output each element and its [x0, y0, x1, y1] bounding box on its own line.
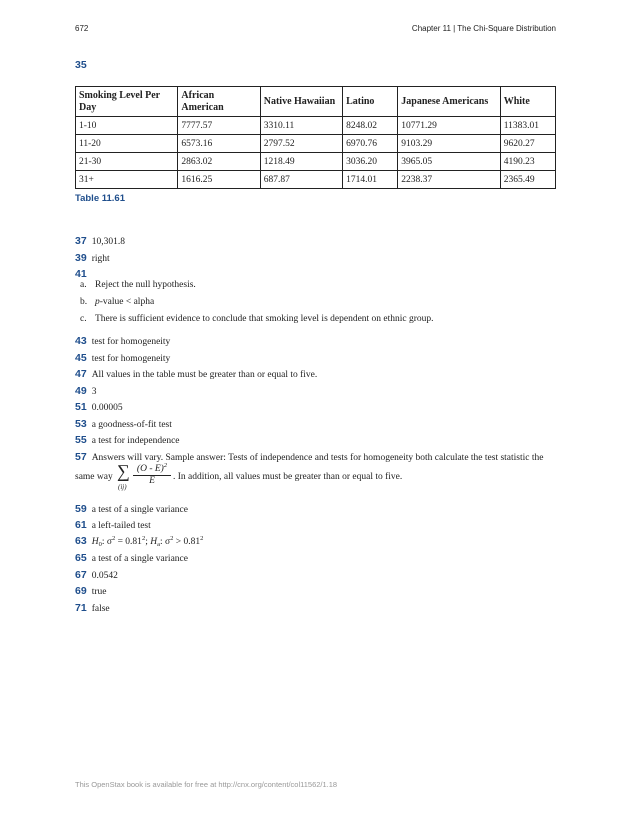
- table-cell: 9103.29: [398, 135, 500, 153]
- answer-43: [75, 335, 170, 347]
- column-header: Smoking Level Per Day: [76, 87, 178, 117]
- answer-67: [75, 569, 118, 581]
- exercise-number: 39: [75, 252, 87, 264]
- smoking-table: [75, 86, 556, 189]
- answer-text: a test for independence: [91, 436, 180, 446]
- table-cell: 11383.01: [500, 117, 555, 135]
- item-label: c.: [80, 314, 87, 324]
- answer-41-a: [80, 280, 196, 290]
- answer-text: same way: [75, 472, 113, 482]
- answer-49: [75, 385, 96, 397]
- column-header: Japanese Americans: [398, 87, 500, 117]
- answer-text: a test of a single variance: [91, 554, 188, 564]
- table-cell: 3965.05: [398, 153, 500, 171]
- exercise-number: 65: [75, 552, 87, 564]
- answer-45: [75, 352, 170, 364]
- page-number: 672: [75, 24, 89, 33]
- table-cell: 2797.52: [260, 135, 342, 153]
- table-cell: 6970.76: [343, 135, 398, 153]
- table-cell: 8248.02: [343, 117, 398, 135]
- footer-note: This OpenStax book is available for free at http://cnx.org/content/col11562/1.18: [75, 780, 338, 789]
- table-cell: 6573.16: [178, 135, 260, 153]
- sigma-subscript: (ij): [118, 483, 127, 491]
- exercise-number: 41: [75, 268, 87, 280]
- exercise-number: 69: [75, 585, 87, 597]
- table-cell: 4190.23: [500, 153, 555, 171]
- exercise-number: 71: [75, 602, 87, 614]
- exercise-number: 57: [75, 451, 87, 463]
- table-cell: 9620.27: [500, 135, 555, 153]
- answer-text: 0.0542: [91, 571, 118, 581]
- table-cell: 3036.20: [343, 153, 398, 171]
- item-label: a.: [80, 280, 87, 290]
- answer-37: [75, 235, 125, 247]
- table-cell: 2365.49: [500, 171, 555, 189]
- table-cell: 3310.11: [260, 117, 342, 135]
- p-symbol: p: [95, 297, 100, 307]
- column-header: White: [500, 87, 555, 117]
- table-row: [76, 135, 556, 153]
- answer-text: a left-tailed test: [91, 521, 151, 531]
- table-cell: 7777.57: [178, 117, 260, 135]
- answer-63: [75, 535, 203, 548]
- table-caption: Table 11.61: [75, 193, 125, 204]
- exercise-number: 37: [75, 235, 87, 247]
- answer-text: true: [91, 587, 107, 597]
- exercise-number: 55: [75, 434, 87, 446]
- fraction-numerator: (O - E)$^2$: [133, 462, 171, 476]
- answer-text: 10,301.8: [91, 237, 125, 247]
- item-text: -value < alpha: [99, 297, 155, 307]
- exercise-number: 51: [75, 401, 87, 413]
- table-cell: 1218.49: [260, 153, 342, 171]
- table-header-row: [76, 87, 556, 117]
- column-header: Latino: [343, 87, 398, 117]
- exercise-number: 61: [75, 519, 87, 531]
- item-text: There is sufficient evidence to conclude that smoking level is dependent on ethnic group.: [95, 314, 434, 324]
- exercise-number: 45: [75, 352, 87, 364]
- chi-square-fraction: [133, 462, 171, 486]
- exercise-number: 59: [75, 503, 87, 515]
- answer-61: [75, 519, 151, 531]
- answer-55: [75, 434, 180, 446]
- answer-57-formula-line: [75, 462, 475, 494]
- answer-text: Answers will vary. Sample answer: Tests of independence and tests for homogeneity both calculate the test statistic the: [91, 453, 544, 463]
- answer-71: [75, 602, 110, 614]
- table-cell: 31+: [76, 171, 178, 189]
- table-cell: 10771.29: [398, 117, 500, 135]
- exercise-number: 47: [75, 368, 87, 380]
- exercise-number: 49: [75, 385, 87, 397]
- answer-text: . In addition, all values must be greater than or equal to five.: [173, 472, 403, 482]
- answer-41: [75, 268, 92, 280]
- table-cell: 1714.01: [343, 171, 398, 189]
- exercise-number: 67: [75, 569, 87, 581]
- answer-51: [75, 401, 123, 413]
- fraction-denominator: E: [149, 476, 155, 486]
- column-header: African American: [178, 87, 260, 117]
- answer-text: false: [91, 604, 110, 614]
- table-cell: 2238.37: [398, 171, 500, 189]
- answer-41-c: [80, 314, 434, 324]
- item-text: Reject the null hypothesis.: [95, 280, 196, 290]
- table-cell: 1616.25: [178, 171, 260, 189]
- table-cell: 2863.02: [178, 153, 260, 171]
- item-label: b.: [80, 297, 88, 307]
- table-cell: 21-30: [76, 153, 178, 171]
- answer-59: [75, 503, 188, 515]
- answer-41-b: [80, 297, 154, 307]
- chapter-title: Chapter 11 | The Chi-Square Distribution: [411, 24, 556, 33]
- table-cell: 1-10: [76, 117, 178, 135]
- exercise-number-35: 35: [75, 59, 87, 71]
- exercise-number: 63: [75, 535, 87, 547]
- exercise-number: 53: [75, 418, 87, 430]
- answer-53: [75, 418, 172, 430]
- answer-47: [75, 368, 317, 380]
- sigma-symbol: ∑: [117, 461, 130, 481]
- answer-text: a test of a single variance: [91, 505, 188, 515]
- column-header: Native Hawaiian: [260, 87, 342, 117]
- answer-69: [75, 585, 106, 597]
- table-cell: 11-20: [76, 135, 178, 153]
- exercise-number: 43: [75, 335, 87, 347]
- table-row: [76, 117, 556, 135]
- hypotheses: $H_0$: $\sigma^2 = 0.81^2$; $H_a$: $\sigma^2 > 0.81^2$: [91, 535, 204, 548]
- answer-text: test for homogeneity: [91, 354, 171, 364]
- answer-text: a goodness-of-fit test: [91, 420, 172, 430]
- table-cell: 687.87: [260, 171, 342, 189]
- answer-text: 0.00005: [91, 403, 123, 413]
- answer-text: test for homogeneity: [91, 337, 171, 347]
- answer-text: All values in the table must be greater than or equal to five.: [91, 370, 318, 380]
- table-row: [76, 171, 556, 189]
- table-row: [76, 153, 556, 171]
- answer-text: 3: [91, 387, 97, 397]
- answer-65: [75, 552, 188, 564]
- answer-text: right: [91, 254, 110, 264]
- answer-39: [75, 252, 110, 264]
